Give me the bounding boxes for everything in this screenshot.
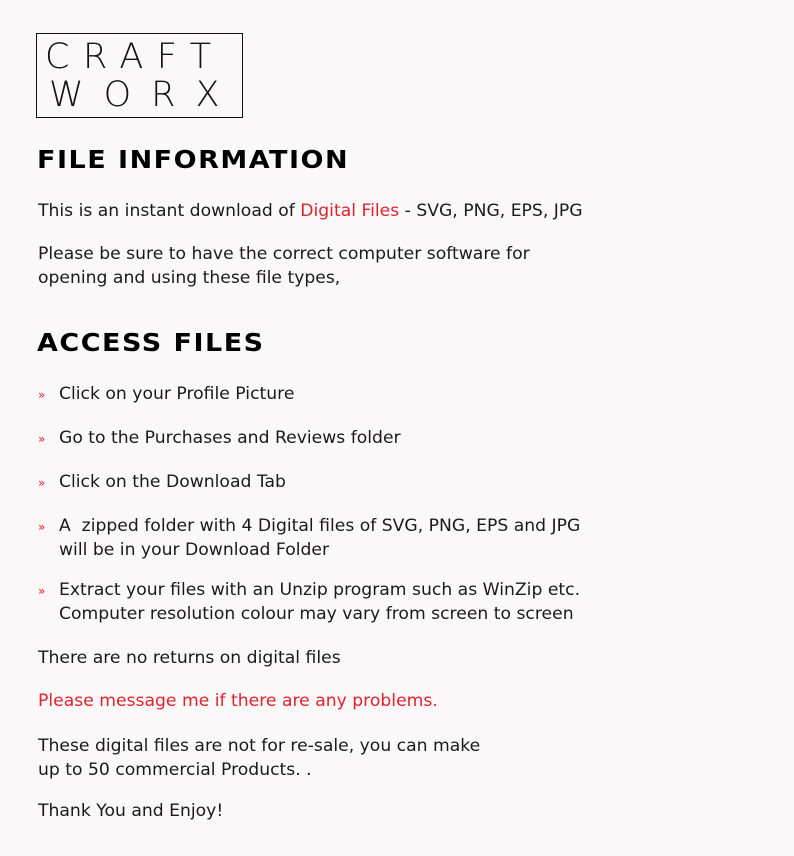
bullet-marker-icon: » — [38, 584, 46, 598]
resale-notice-line-2: up to 50 commercial Products. . — [38, 760, 312, 780]
resale-notice-line-1: These digital files are not for re-sale, you can make — [38, 736, 481, 756]
logo-line-worx: WORX — [49, 75, 240, 115]
step-text-continued: Computer resolution colour may vary from screen to screen — [59, 604, 574, 624]
bullet-marker-icon: » — [38, 432, 46, 446]
thank-you-text: Thank You and Enjoy! — [38, 801, 224, 821]
access-files-heading: ACCESS FILES — [37, 329, 265, 358]
step-text: Go to the Purchases and Reviews folder — [59, 428, 401, 448]
bullet-marker-icon: » — [38, 476, 46, 490]
step-text-continued: will be in your Download Folder — [59, 540, 330, 560]
no-returns-text: There are no returns on digital files — [38, 648, 341, 668]
craftworx-logo — [36, 33, 243, 118]
step-text: Click on the Download Tab — [59, 472, 286, 492]
instant-download-text — [38, 199, 583, 223]
step-text: Click on your Profile Picture — [59, 384, 295, 404]
bullet-marker-icon: » — [38, 520, 46, 534]
digital-files-highlight: Digital Files — [300, 201, 400, 221]
contact-message-text: Please message me if there are any problems. — [38, 691, 438, 711]
software-notice-line-1: Please be sure to have the correct computer software for — [38, 244, 530, 264]
bullet-marker-icon: » — [38, 388, 46, 402]
step-text: Extract your files with an Unzip program such as WinZip etc. — [59, 580, 581, 600]
step-text: A zipped folder with 4 Digital files of SVG, PNG, EPS and JPG — [59, 516, 581, 536]
logo-line-craft: CRAFT — [45, 37, 225, 77]
instant-download-prefix: This is an instant download of — [38, 201, 301, 221]
instant-download-suffix: - SVG, PNG, EPS, JPG — [399, 201, 583, 221]
software-notice-line-2: opening and using these file types, — [38, 268, 341, 288]
file-information-heading: FILE INFORMATION — [37, 146, 350, 175]
